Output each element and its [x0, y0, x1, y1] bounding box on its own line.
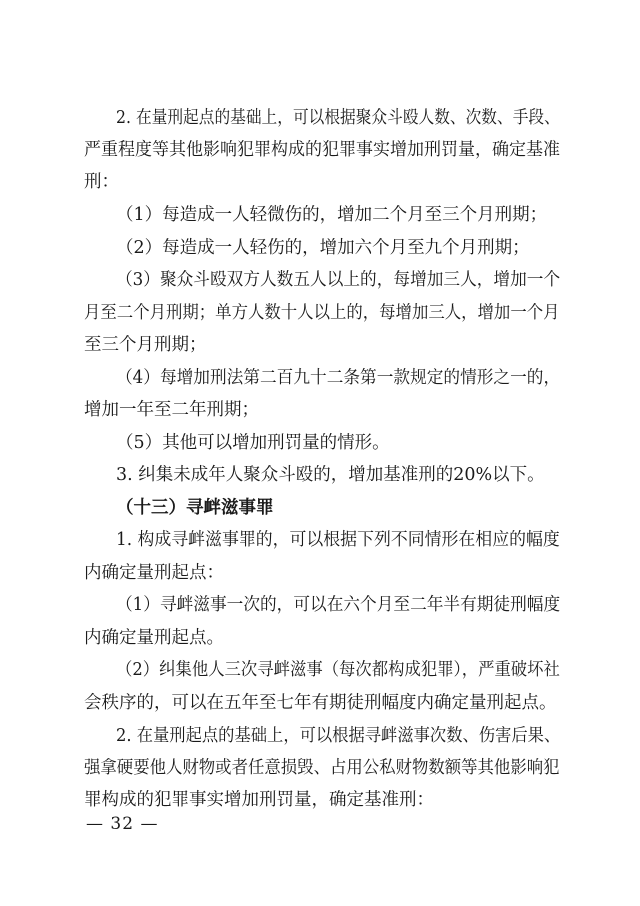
- list-item-line: （2）纠集他人三次寻衅滋事（每次都构成犯罪），严重破坏社: [116, 660, 560, 680]
- paragraph-line: 强拿硬要他人财物或者任意损毁、占用公私财物数额等其他影响犯: [84, 758, 560, 778]
- paragraph-line: 月至二个月刑期；单方人数十人以上的，每增加三人，增加一个月: [84, 303, 560, 323]
- list-item-line: （1）寻衅滋事一次的，可以在六个月至二年半有期徒刑幅度: [116, 595, 561, 615]
- paragraph-line: 严重程度等其他影响犯罪构成的犯罪事实增加刑罚量，确定基准: [84, 140, 560, 160]
- list-item-line: （1）每造成一人轻微伤的，增加二个月至三个月刑期；: [116, 205, 548, 225]
- section-heading: （十三）寻衅滋事罪: [116, 498, 274, 518]
- paragraph-line: 2. 在量刑起点的基础上，可以根据寻衅滋事次数、伤害后果、: [116, 726, 561, 746]
- list-item-line: （2）每造成一人轻伤的，增加六个月至九个月刑期；: [116, 238, 530, 258]
- page-number: — 32 —: [86, 814, 159, 834]
- paragraph-line: 内确定量刑起点：: [84, 563, 224, 583]
- paragraph-line: 罪构成的犯罪事实增加刑罚量，确定基准刑：: [84, 790, 434, 810]
- paragraph-line: 2. 在量刑起点的基础上，可以根据聚众斗殴人数、次数、手段、: [116, 108, 560, 128]
- paragraph-line: 会秩序的，可以在五年至七年有期徒刑幅度内确定量刑起点。: [84, 693, 557, 713]
- list-item-line: （4）每增加刑法第二百九十二条第一款规定的情形之一的，: [116, 368, 561, 388]
- list-item-line: （5）其他可以增加刑罚量的情形。: [116, 433, 390, 453]
- paragraph-line: 增加一年至二年刑期；: [84, 400, 259, 420]
- paragraph-line: 内确定量刑起点。: [84, 628, 224, 648]
- paragraph-line: 至三个月刑期；: [84, 335, 207, 355]
- list-item-line: （3）聚众斗殴双方人数五人以上的，每增加三人，增加一个: [116, 270, 561, 290]
- paragraph-line: 刑：: [84, 172, 119, 192]
- paragraph-line: 1. 构成寻衅滋事罪的，可以根据下列不同情形在相应的幅度: [116, 530, 560, 550]
- paragraph-line: 3. 纠集未成年人聚众斗殴的，增加基准刑的20%以下。: [116, 465, 545, 485]
